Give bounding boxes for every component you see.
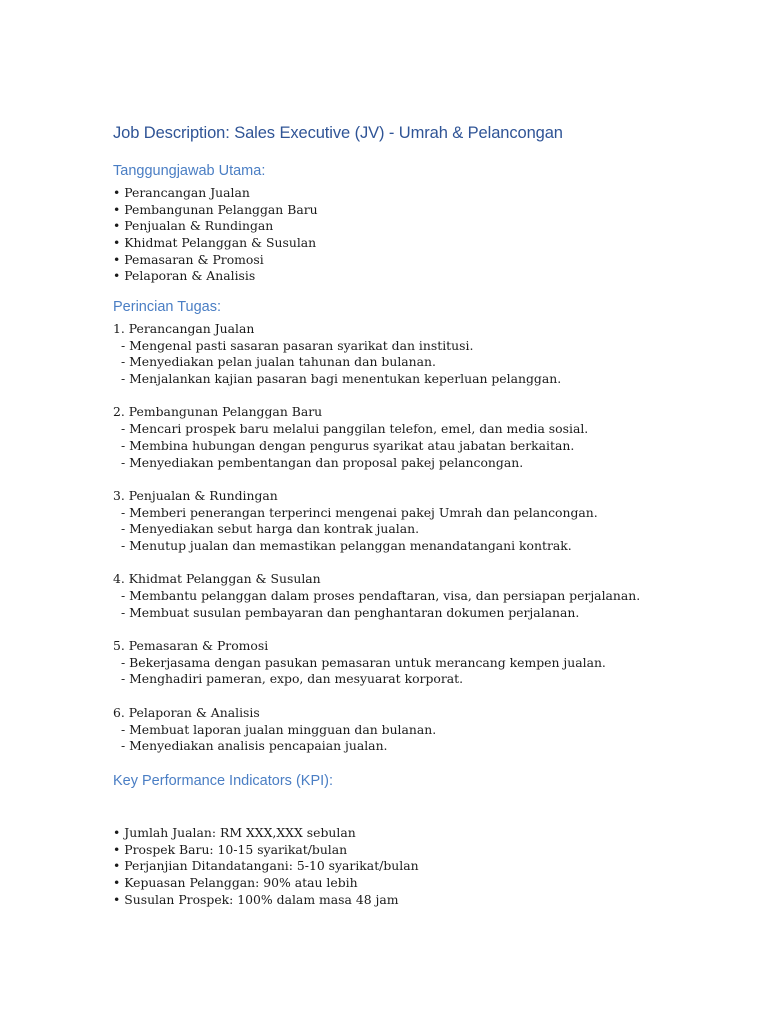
page-title: Job Description: Sales Executive (JV) - Umrah & Pelancongan bbox=[113, 124, 563, 142]
spacer bbox=[113, 471, 733, 488]
task-section-title: 3. Penjualan & Rundingan bbox=[113, 487, 278, 503]
responsibilities-heading: Tanggungjawab Utama: bbox=[113, 163, 266, 179]
task-item: - Membina hubungan dengan pengurus syarikat atau jabatan berkaitan. bbox=[121, 437, 575, 453]
list-item: • Kepuasan Pelanggan: 90% atau lebih bbox=[113, 875, 358, 891]
task-item: - Membuat susulan pembayaran dan penghantaran dokumen perjalanan. bbox=[121, 604, 580, 620]
responsibilities-list bbox=[113, 185, 733, 285]
task-item: - Menyediakan sebut harga dan kontrak jualan. bbox=[121, 521, 420, 537]
tasks-list bbox=[113, 321, 733, 755]
spacer bbox=[113, 688, 733, 705]
task-item: - Menjalankan kajian pasaran bagi menentukan keperluan pelanggan. bbox=[121, 371, 562, 387]
list-item: • Susulan Prospek: 100% dalam masa 48 jam bbox=[113, 891, 399, 907]
list-item: • Prospek Baru: 10-15 syarikat/bulan bbox=[113, 841, 348, 857]
spacer bbox=[113, 388, 733, 405]
task-item: - Membuat laporan jualan mingguan dan bulanan. bbox=[121, 721, 437, 737]
kpi-list bbox=[113, 825, 733, 908]
kpi-heading: Key Performance Indicators (KPI): bbox=[113, 773, 333, 789]
task-section-title: 4. Khidmat Pelanggan & Susulan bbox=[113, 571, 321, 587]
spacer bbox=[113, 621, 733, 638]
task-item: - Menutup jualan dan memastikan pelanggan menandatangani kontrak. bbox=[121, 537, 572, 553]
task-item: - Mengenal pasti sasaran pasaran syarikat dan institusi. bbox=[121, 337, 474, 353]
task-item: - Memberi penerangan terperinci mengenai pakej Umrah dan pelancongan. bbox=[121, 504, 598, 520]
list-item: • Perjanjian Ditandatangani: 5-10 syarikat/bulan bbox=[113, 858, 419, 874]
task-item: - Mencari prospek baru melalui panggilan telefon, emel, dan media sosial. bbox=[121, 421, 589, 437]
task-item: - Menyediakan analisis pencapaian jualan. bbox=[121, 738, 388, 754]
task-section-title: 5. Pemasaran & Promosi bbox=[113, 638, 269, 654]
list-item: • Khidmat Pelanggan & Susulan bbox=[113, 235, 317, 251]
task-section-title: 2. Pembangunan Pelanggan Baru bbox=[113, 404, 323, 420]
tasks-heading: Perincian Tugas: bbox=[113, 299, 222, 315]
spacer bbox=[113, 555, 733, 572]
task-item: - Membantu pelanggan dalam proses pendaftaran, visa, dan persiapan perjalanan. bbox=[121, 588, 641, 603]
list-item: • Perancangan Jualan bbox=[113, 185, 250, 200]
task-item: - Menyediakan pembentangan dan proposal pakej pelancongan. bbox=[121, 454, 524, 470]
task-item: - Menyediakan pelan jualan tahunan dan bulanan. bbox=[121, 354, 436, 370]
task-section-title: 1. Perancangan Jualan bbox=[113, 321, 255, 336]
list-item: • Pembangunan Pelanggan Baru bbox=[113, 201, 318, 217]
list-item: • Penjualan & Rundingan bbox=[113, 218, 274, 234]
list-item: • Jumlah Jualan: RM XXX,XXX sebulan bbox=[113, 825, 356, 840]
task-item: - Menghadiri pameran, expo, dan mesyuarat korporat. bbox=[121, 671, 464, 687]
list-item: • Pelaporan & Analisis bbox=[113, 268, 256, 284]
task-item: - Bekerjasama dengan pasukan pemasaran untuk merancang kempen jualan. bbox=[121, 654, 606, 670]
task-section-title: 6. Pelaporan & Analisis bbox=[113, 704, 260, 720]
list-item: • Pemasaran & Promosi bbox=[113, 251, 264, 267]
